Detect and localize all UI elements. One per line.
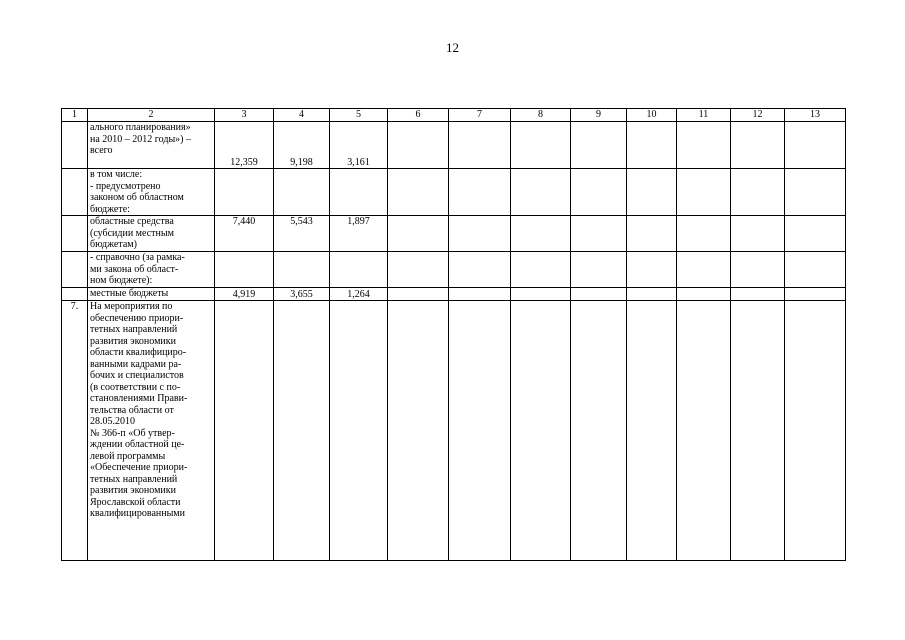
header-cell-7: 7: [449, 109, 511, 122]
cell-col-6: [388, 122, 449, 169]
cell-col-4: 9,198: [274, 122, 330, 169]
cell-col-9: [571, 169, 627, 216]
cell-col-5: [330, 252, 388, 288]
header-cell-1: 1: [62, 109, 88, 122]
row-description: ального планирования» на 2010 – 2012 годы») – всего: [88, 122, 215, 169]
row-number: [62, 122, 88, 169]
cell-col-10: [627, 122, 677, 169]
table-row-regional-funds: [62, 216, 846, 252]
row-number: 7.: [62, 301, 88, 561]
header-cell-10: 10: [627, 109, 677, 122]
cell-col-13: [785, 122, 846, 169]
header-cell-8: 8: [511, 109, 571, 122]
row-description: На мероприятия по обеспечению приори- тетных направлений развития экономики области квалифициро- ванными кадрами ра- бочих и специалистов (в соответствии с по- становлениями Прави- тельства области от 28.05.2010 № 366-п «Об утвер- ждении областной це- левой программы «Обеспечение приори- тетных направлений развития экономики Ярославской области квалифицированными: [88, 301, 215, 561]
budget-table: [61, 108, 846, 561]
cell-col-3: 7,440: [215, 216, 274, 252]
cell-col-7: [449, 301, 511, 561]
cell-col-12: [731, 288, 785, 301]
table-row-local-budgets: [62, 288, 846, 301]
cell-col-12: [731, 122, 785, 169]
cell-col-10: [627, 288, 677, 301]
header-cell-4: 4: [274, 109, 330, 122]
cell-col-8: [511, 122, 571, 169]
cell-col-8: [511, 301, 571, 561]
row-number: [62, 216, 88, 252]
cell-col-11: [677, 301, 731, 561]
cell-col-7: [449, 288, 511, 301]
row-description: местные бюджеты: [88, 288, 215, 301]
cell-col-9: [571, 301, 627, 561]
header-cell-13: 13: [785, 109, 846, 122]
cell-col-7: [449, 252, 511, 288]
table-row-item-7: [62, 301, 846, 561]
cell-col-8: [511, 288, 571, 301]
cell-col-13: [785, 169, 846, 216]
cell-col-9: [571, 216, 627, 252]
cell-col-3: [215, 169, 274, 216]
cell-col-6: [388, 288, 449, 301]
cell-col-10: [627, 301, 677, 561]
cell-col-3: [215, 301, 274, 561]
row-description: в том числе: - предусмотрено законом об областном бюджете:: [88, 169, 215, 216]
table-row-including: [62, 169, 846, 216]
cell-col-6: [388, 252, 449, 288]
cell-col-6: [388, 216, 449, 252]
row-description: - справочно (за рамка- ми закона об област- ном бюджете):: [88, 252, 215, 288]
row-description: областные средства (субсидии местным бюджетам): [88, 216, 215, 252]
cell-col-12: [731, 169, 785, 216]
cell-col-4: [274, 252, 330, 288]
cell-col-12: [731, 252, 785, 288]
cell-col-3: [215, 252, 274, 288]
cell-col-6: [388, 169, 449, 216]
cell-col-3: 4,919: [215, 288, 274, 301]
cell-col-11: [677, 216, 731, 252]
table-row-total: [62, 122, 846, 169]
cell-col-9: [571, 288, 627, 301]
cell-col-11: [677, 169, 731, 216]
cell-col-7: [449, 216, 511, 252]
cell-col-4: 5,543: [274, 216, 330, 252]
cell-col-10: [627, 252, 677, 288]
cell-col-8: [511, 169, 571, 216]
cell-col-7: [449, 122, 511, 169]
row-number: [62, 252, 88, 288]
row-number: [62, 288, 88, 301]
table-row-reference: [62, 252, 846, 288]
header-cell-2: 2: [88, 109, 215, 122]
header-cell-12: 12: [731, 109, 785, 122]
cell-col-11: [677, 288, 731, 301]
cell-col-4: [274, 301, 330, 561]
cell-col-8: [511, 216, 571, 252]
cell-col-13: [785, 288, 846, 301]
cell-col-12: [731, 301, 785, 561]
cell-col-9: [571, 122, 627, 169]
row-number: [62, 169, 88, 216]
cell-col-4: 3,655: [274, 288, 330, 301]
header-cell-6: 6: [388, 109, 449, 122]
cell-col-13: [785, 216, 846, 252]
header-cell-3: 3: [215, 109, 274, 122]
cell-col-10: [627, 216, 677, 252]
cell-col-13: [785, 301, 846, 561]
page-number: 12: [446, 40, 459, 55]
cell-col-13: [785, 252, 846, 288]
cell-col-5: [330, 169, 388, 216]
header-row: [62, 109, 846, 122]
header-cell-9: 9: [571, 109, 627, 122]
cell-col-5: 1,264: [330, 288, 388, 301]
cell-col-3: 12,359: [215, 122, 274, 169]
header-cell-11: 11: [677, 109, 731, 122]
cell-col-5: [330, 301, 388, 561]
cell-col-12: [731, 216, 785, 252]
cell-col-7: [449, 169, 511, 216]
cell-col-11: [677, 122, 731, 169]
cell-col-5: 1,897: [330, 216, 388, 252]
cell-col-11: [677, 252, 731, 288]
cell-col-5: 3,161: [330, 122, 388, 169]
cell-col-6: [388, 301, 449, 561]
header-cell-5: 5: [330, 109, 388, 122]
cell-col-9: [571, 252, 627, 288]
cell-col-10: [627, 169, 677, 216]
cell-col-4: [274, 169, 330, 216]
cell-col-8: [511, 252, 571, 288]
